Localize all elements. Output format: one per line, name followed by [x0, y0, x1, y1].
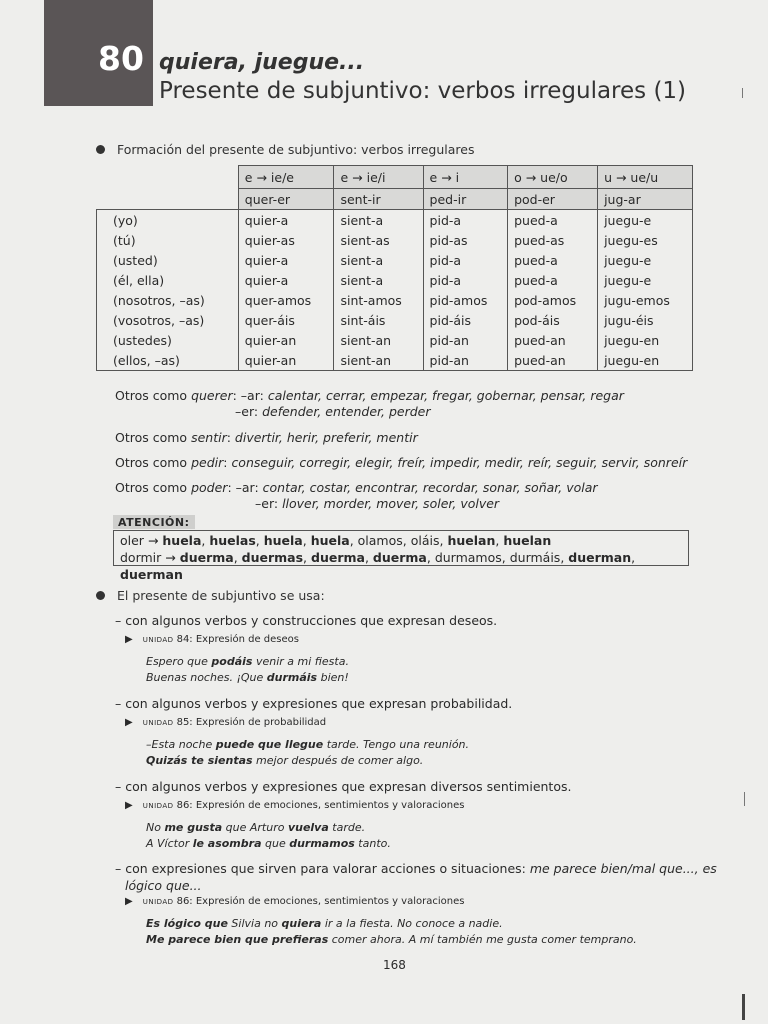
form-cell: pid-an: [423, 350, 508, 371]
page-number: 168: [383, 958, 406, 972]
form-cell: pued-an: [508, 350, 598, 371]
form-cell: quier-an: [238, 350, 334, 371]
use-feelings: – con algunos verbos y expresiones que expresan diversos sentimientos.: [115, 779, 572, 794]
form-cell: pid-an: [423, 330, 508, 350]
form-cell: pid-áis: [423, 310, 508, 330]
form-cell: sient-a: [334, 270, 423, 290]
form-cell: sient-a: [334, 210, 423, 231]
header-change: e → ie/e: [238, 166, 334, 189]
unit-header: [159, 52, 686, 103]
form-cell: sient-an: [334, 330, 423, 350]
form-cell: pued-as: [508, 230, 598, 250]
form-cell: juegu-en: [598, 330, 693, 350]
dormir-line: dormir → duerma, duermas, duerma, duerma, durmamos, durmáis, duerman, duerman: [120, 550, 636, 582]
form-cell: pod-áis: [508, 310, 598, 330]
form-cell: sint-amos: [334, 290, 423, 310]
others-pedir: Otros como pedir: conseguir, corregir, elegir, freír, impedir, medir, reír, seguir, servir, sonreír: [115, 455, 688, 470]
attention-box: [113, 530, 689, 582]
verb-form: huelan: [447, 533, 496, 548]
form-cell: pued-a: [508, 270, 598, 290]
header-change: u → ue/u: [598, 166, 693, 189]
pronoun-cell: (nosotros, –as): [97, 290, 239, 310]
form-cell: pued-a: [508, 250, 598, 270]
scan-mark: [742, 88, 743, 98]
pronoun-cell: (yo): [97, 210, 239, 231]
unit-subtitle: quiera, juegue...: [159, 50, 365, 75]
verb-form: duerma: [179, 550, 234, 565]
unit-reference: ▶ UNIDAD 86: Expresión de emociones, sentimientos y valoraciones: [125, 896, 465, 907]
pronoun-cell: (ustedes): [97, 330, 239, 350]
form-cell: juegu-en: [598, 350, 693, 371]
verb-form: huela: [162, 533, 202, 548]
verb-form: durmamos: [434, 550, 502, 565]
table-row: [97, 330, 693, 350]
unit-reference: ▶ UNIDAD 84: Expresión de deseos: [125, 634, 299, 645]
unit-number: 80: [98, 39, 144, 78]
form-cell: quer-amos: [238, 290, 334, 310]
header-verb: quer-er: [238, 189, 334, 210]
example-feelings: No me gusta que Arturo vuelva tarde. A Víctor le asombra que durmamos tanto.: [146, 821, 391, 850]
form-cell: pid-as: [423, 230, 508, 250]
verb-form: duerma: [311, 550, 365, 565]
scan-mark: [744, 792, 745, 806]
verb-form: olamos: [357, 533, 403, 548]
unit-number-block: [44, 0, 153, 106]
verb-form: huela: [263, 533, 303, 548]
form-cell: quier-a: [238, 270, 334, 290]
formation-heading: Formación del presente de subjuntivo: verbos irregulares: [96, 142, 474, 157]
header-verb: ped-ir: [423, 189, 508, 210]
form-cell: pid-amos: [423, 290, 508, 310]
others-querer: Otros como querer: –ar: calentar, cerrar, empezar, fregar, gobernar, pensar, regar –er: defender, entender, perder: [115, 388, 624, 419]
conjugation-table: [96, 165, 693, 371]
pronoun-cell: (usted): [97, 250, 239, 270]
use-desires: – con algunos verbos y construcciones que expresan deseos.: [115, 613, 498, 628]
form-cell: juegu-es: [598, 230, 693, 250]
table-row: [97, 290, 693, 310]
oler-forms: huela, huelas, huela, huela, olamos, oláis, huelan, huelan: [162, 533, 552, 548]
others-sentir: Otros como sentir: divertir, herir, preferir, mentir: [115, 430, 418, 445]
form-cell: jugu-éis: [598, 310, 693, 330]
form-cell: juegu-e: [598, 270, 693, 290]
use-probability: – con algunos verbos y expresiones que expresan probabilidad.: [115, 696, 513, 711]
verb-form: oláis: [410, 533, 440, 548]
verb-form: durmáis: [509, 550, 561, 565]
form-cell: pod-amos: [508, 290, 598, 310]
verb-form: duerman: [568, 550, 632, 565]
example-valuation: Es lógico que Silvia no quiera ir a la fiesta. No conoce a nadie. Me parece bien que prefieras comer ahora. A mí también me gusta comer temprano.: [146, 917, 637, 946]
form-cell: quier-as: [238, 230, 334, 250]
table-row: [97, 210, 693, 231]
pronoun-cell: (tú): [97, 230, 239, 250]
dormir-forms: duerma, duermas, duerma, duerma, durmamos, durmáis, duerman, duerman: [120, 550, 636, 582]
pronoun-cell: (ellos, –as): [97, 350, 239, 371]
table-row: [97, 270, 693, 290]
form-cell: pued-a: [508, 210, 598, 231]
example-desires: Espero que podáis venir a mi fiesta. Buenas noches. ¡Que durmáis bien!: [146, 655, 349, 684]
header-verb: pod-er: [508, 189, 598, 210]
form-cell: quer-áis: [238, 310, 334, 330]
conjugation-body: [97, 210, 693, 371]
arrow-right-icon: ▶: [125, 896, 133, 907]
form-cell: pid-a: [423, 210, 508, 231]
form-cell: quier-a: [238, 210, 334, 231]
scan-mark: [742, 994, 745, 1020]
table-row: [97, 350, 693, 371]
header-change: e → ie/i: [334, 166, 423, 189]
verb-form: huelas: [209, 533, 256, 548]
verb-form: huela: [310, 533, 350, 548]
unit-reference: ▶ UNIDAD 85: Expresión de probabilidad: [125, 717, 327, 728]
example-probability: –Esta noche puede que llegue tarde. Tengo una reunión. Quizás te sientas mejor después de comer algo.: [146, 738, 470, 767]
form-cell: jugu-emos: [598, 290, 693, 310]
verb-form: duermas: [241, 550, 304, 565]
form-cell: quier-a: [238, 250, 334, 270]
unit-reference: ▶ UNIDAD 86: Expresión de emociones, sentimientos y valoraciones: [125, 800, 465, 811]
arrow-right-icon: ▶: [125, 800, 133, 811]
form-cell: quier-an: [238, 330, 334, 350]
verb-form: duerman: [120, 567, 183, 582]
uses-heading: El presente de subjuntivo se usa:: [96, 588, 325, 603]
table-row: [97, 230, 693, 250]
form-cell: pued-an: [508, 330, 598, 350]
others-poder: Otros como poder: –ar: contar, costar, encontrar, recordar, sonar, soñar, volar –er: llover, morder, mover, soler, volver: [115, 480, 598, 511]
form-cell: pid-a: [423, 250, 508, 270]
header-verb: sent-ir: [334, 189, 423, 210]
form-cell: juegu-e: [598, 250, 693, 270]
pronoun-cell: (él, ella): [97, 270, 239, 290]
use-valuation: – con expresiones que sirven para valorar acciones o situaciones: me parece bien/mal que..., es lógico que...: [115, 861, 717, 893]
arrow-right-icon: ▶: [125, 634, 133, 645]
verb-form: huelan: [503, 533, 552, 548]
attention-label: ATENCIÓN:: [113, 515, 195, 529]
form-cell: sient-as: [334, 230, 423, 250]
form-cell: sient-an: [334, 350, 423, 371]
arrow-right-icon: ▶: [125, 717, 133, 728]
header-change: o → ue/o: [508, 166, 598, 189]
oler-line: oler → huela, huelas, huela, huela, olamos, oláis, huelan, huelan: [120, 533, 552, 548]
form-cell: sient-a: [334, 250, 423, 270]
table-row: [97, 310, 693, 330]
form-cell: sint-áis: [334, 310, 423, 330]
table-row: [97, 250, 693, 270]
form-cell: pid-a: [423, 270, 508, 290]
unit-title: Presente de subjuntivo: verbos irregulares (1): [159, 78, 687, 104]
header-change: e → i: [423, 166, 508, 189]
header-verb: jug-ar: [598, 189, 693, 210]
form-cell: juegu-e: [598, 210, 693, 231]
verb-form: duerma: [372, 550, 427, 565]
pronoun-cell: (vosotros, –as): [97, 310, 239, 330]
